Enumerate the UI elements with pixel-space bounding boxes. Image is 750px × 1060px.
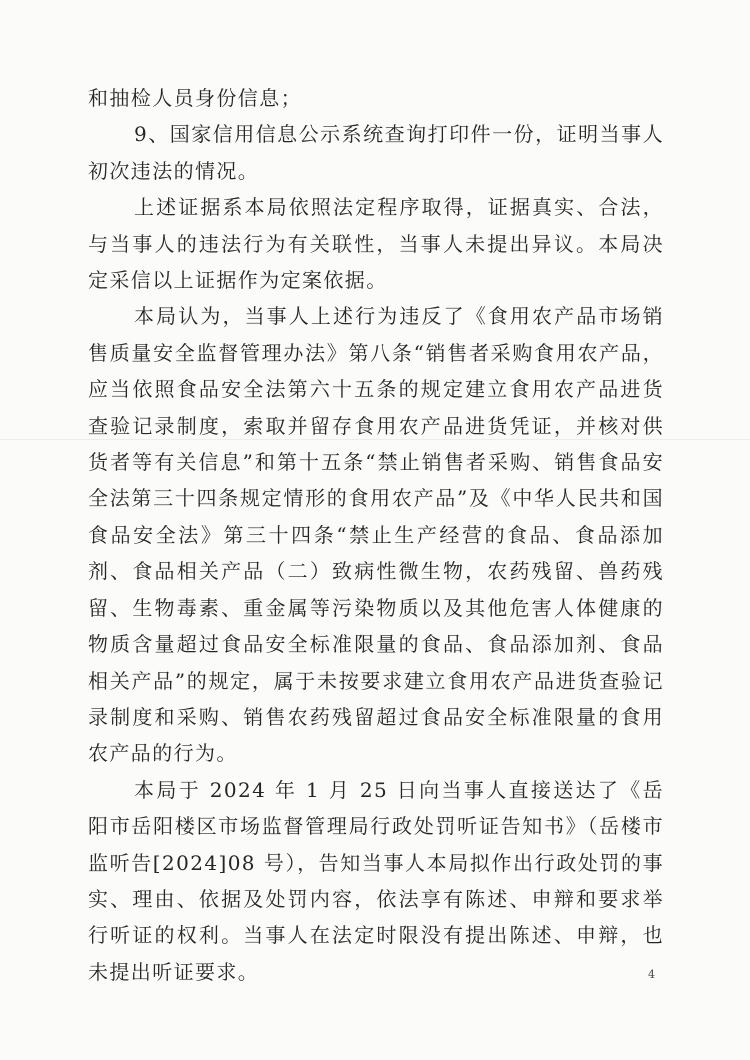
paragraph-hearing-notice: 本局于 2024 年 1 月 25 日向当事人直接送达了《岳阳市岳阳楼区市场监督管理局行政处罚听证告知书》（岳楼市监听告[2024]08 号），告知当事人本局拟作出行政处罚的事实、理由、依据及处罚内容，依法享有陈述、申辩和要求举行听证的权利。当事人在法定时限没有提出陈述、申辩，也未提出听证要求。	[88, 777, 664, 984]
paragraph-continuation: 和抽检人员身份信息；	[88, 86, 302, 110]
page-number: 4	[648, 968, 655, 981]
paragraph-legal-finding: 本局认为，当事人上述行为违反了《食用农产品市场销售质量安全监督管理办法》第八条“销售者采购食用农产品，应当依照食品安全法第六十五条的规定建立食用农产品进货查验记录制度，索取并留存食用农产品进货凭证，并核对供货者等有关信息”和第十五条“禁止销售者采购、销售食品安全法第三十四条规定情形的食用农产品”及《中华人民共和国食品安全法》第三十四条“禁止生产经营的食品、食品添加剂、食品相关产品（二）致病性微生物，农药残留、兽药残留、生物毒素、重金属等污染物质以及其他危害人体健康的物质含量超过食品安全标准限量的食品、食品添加剂、食品相关产品”的规定，属于未按要求建立食用农产品进货查验记录制度和采购、销售农药残留超过食品安全标准限量的食用农产品的行为。	[88, 304, 664, 766]
paragraph-evidence-item-9: 9、国家信用信息公示系统查询打印件一份，证明当事人初次违法的情况。	[88, 122, 664, 183]
body-text	[88, 80, 664, 990]
paragraph-evidence-statement: 上述证据系本局依照法定程序取得，证据真实、合法，与当事人的违法行为有关联性，当事人未提出异议。本局决定采信以上证据作为定案依据。	[88, 195, 664, 293]
